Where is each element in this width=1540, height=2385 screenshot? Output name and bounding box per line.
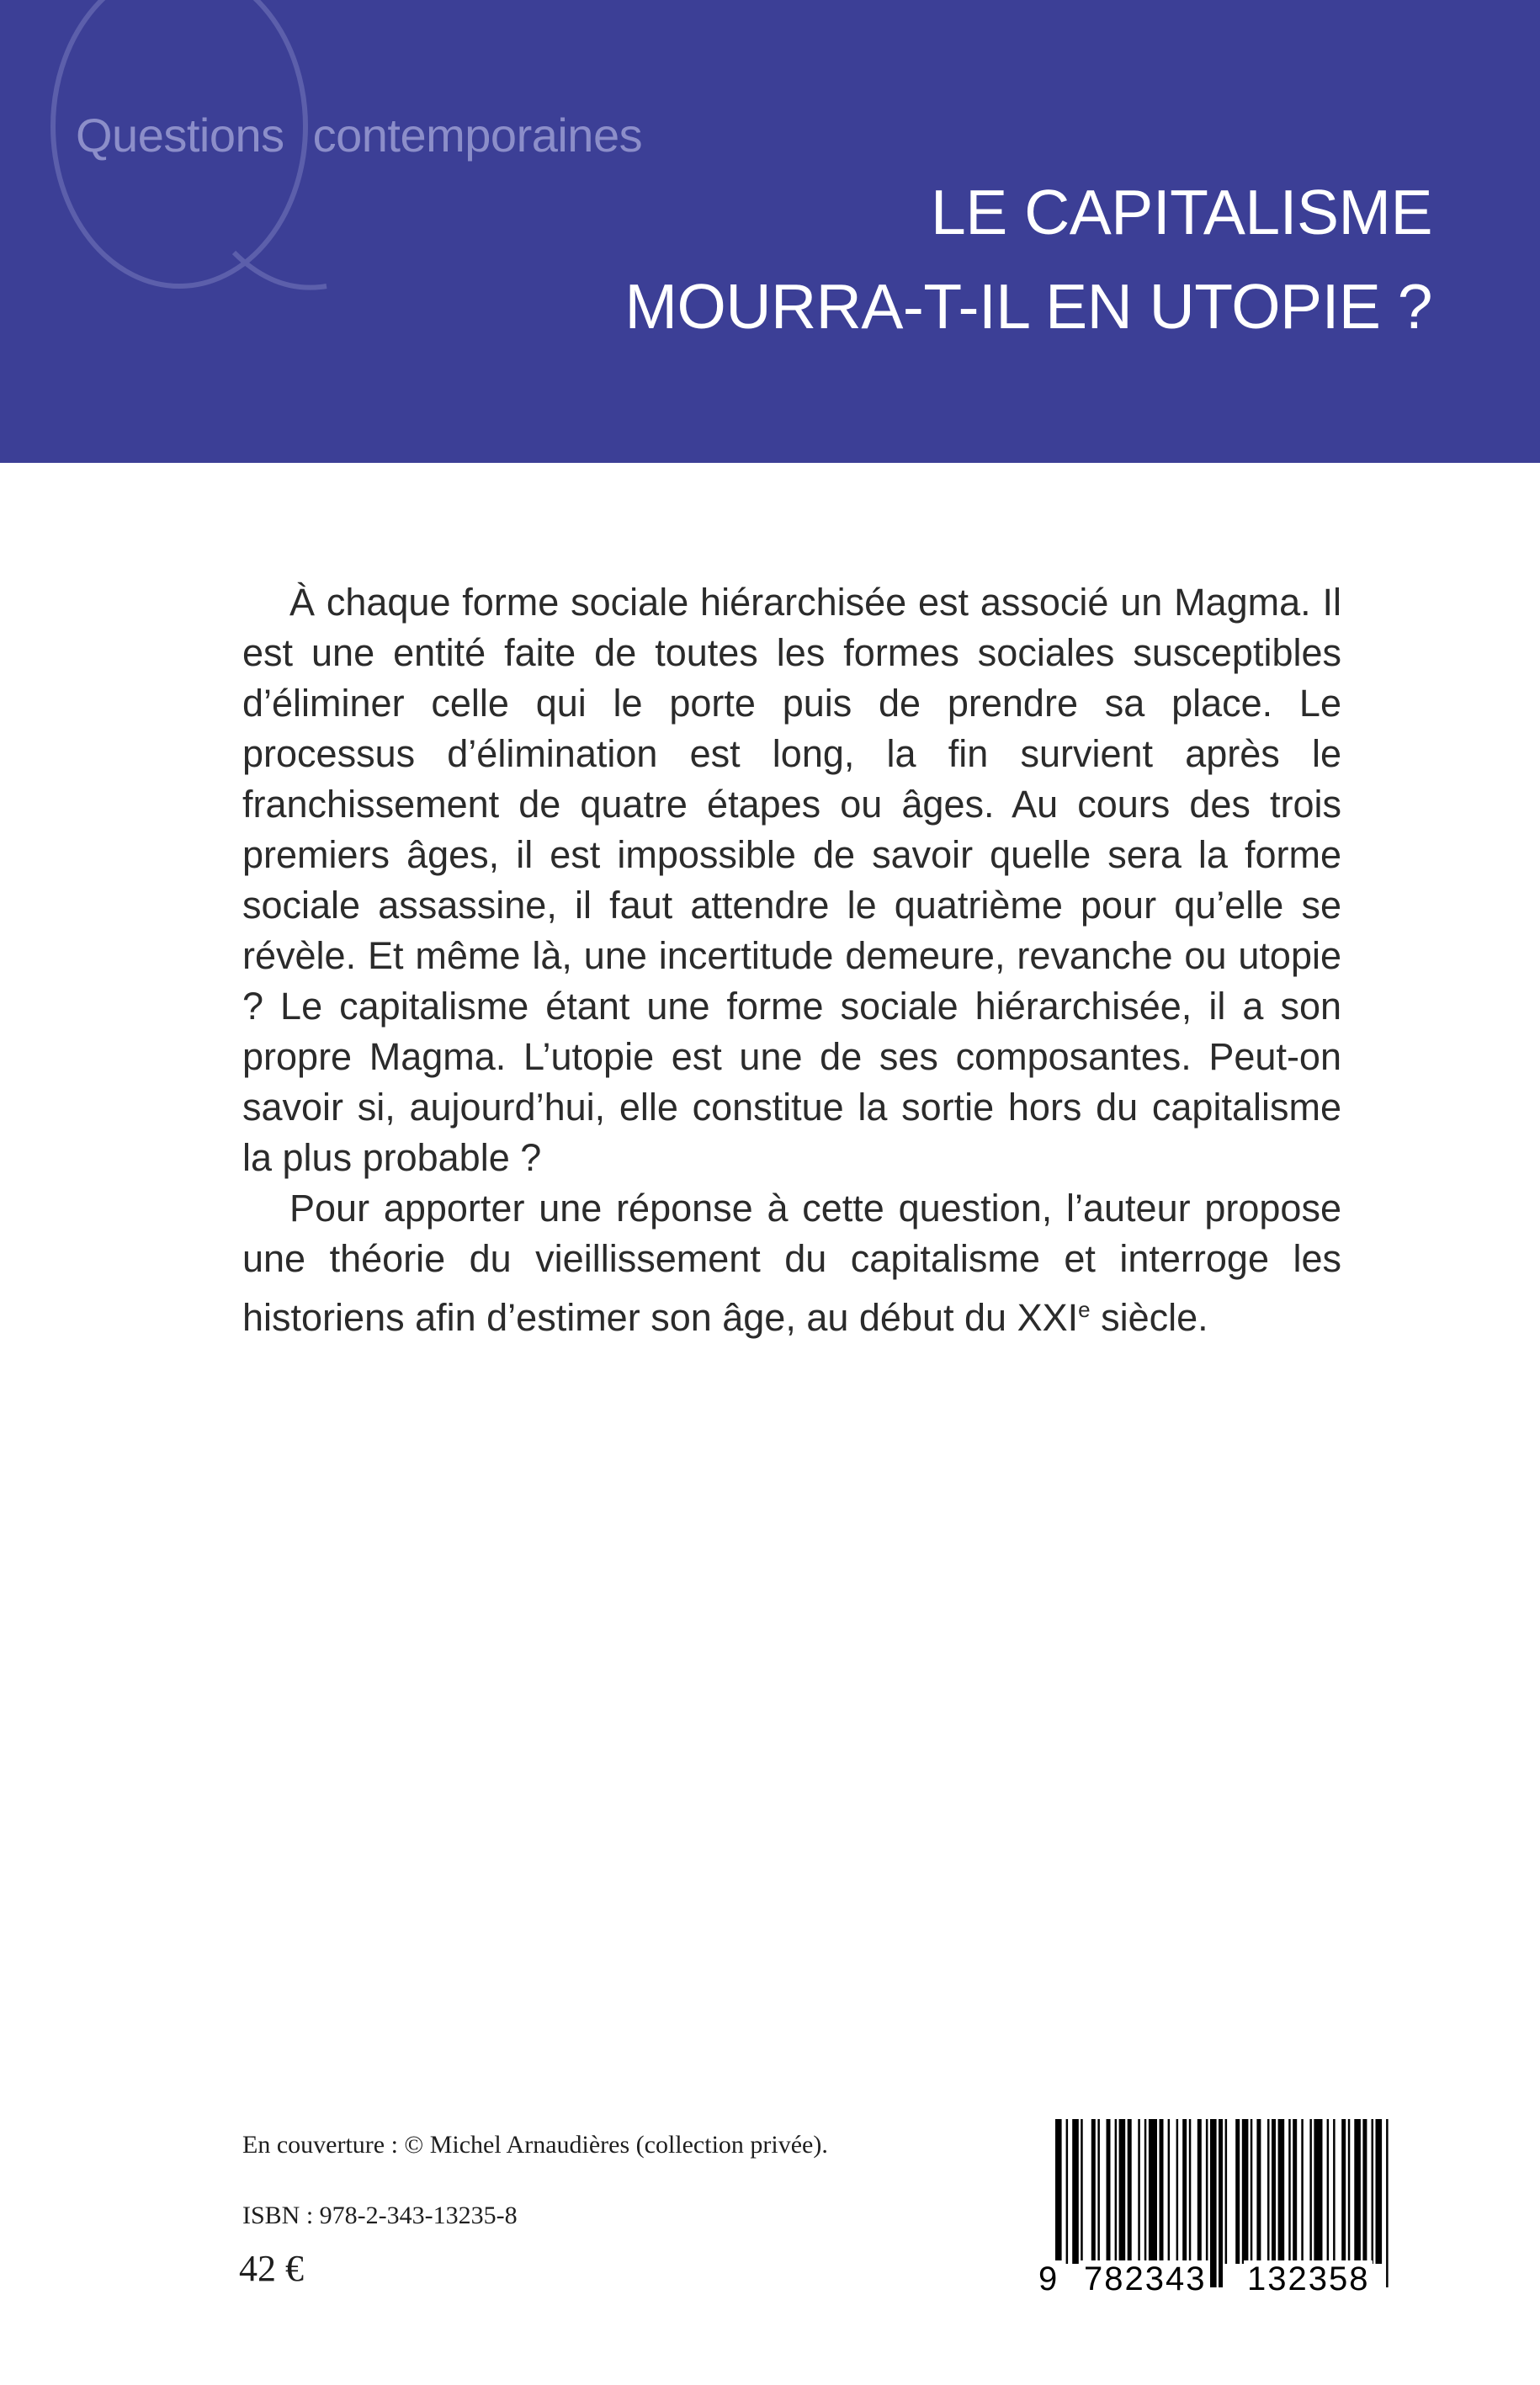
blurb-paragraph-2-text: Pour apporter une réponse à cette question, l’auteur propose une théorie du vieillissement du capitalisme et interroge les historiens afin d’estimer son âge, au début du XXI bbox=[242, 1187, 1341, 1339]
barcode-bar bbox=[1293, 2119, 1297, 2264]
cover-credit: En couverture : © Michel Arnaudières (collection privée). bbox=[242, 2131, 828, 2159]
barcode-group-1: 782343 bbox=[1081, 2260, 1209, 2298]
barcode-bar bbox=[1327, 2119, 1330, 2264]
title-line-2: MOURRA-T-IL EN UTOPIE ? bbox=[624, 271, 1432, 342]
isbn: ISBN : 978-2-343-13235-8 bbox=[242, 2202, 518, 2229]
barcode-bar bbox=[1119, 2119, 1126, 2264]
title-line-1: LE CAPITALISME bbox=[931, 177, 1432, 247]
barcode-bar bbox=[1128, 2119, 1132, 2264]
barcode-bar bbox=[1314, 2119, 1322, 2264]
barcode-bar bbox=[1182, 2119, 1187, 2264]
barcode-bar bbox=[1081, 2119, 1083, 2264]
barcode-lead-digit: 9 bbox=[1038, 2260, 1064, 2298]
blurb-paragraph-2 bbox=[242, 1183, 1341, 1343]
barcode-bar bbox=[1066, 2119, 1069, 2264]
series-word-2: contemporaines bbox=[312, 109, 643, 162]
book-title bbox=[625, 165, 1432, 353]
back-cover-blurb bbox=[242, 577, 1341, 1343]
barcode-bar bbox=[1301, 2119, 1304, 2264]
barcode-group-2: 132358 bbox=[1244, 2260, 1373, 2298]
barcode-bar bbox=[1386, 2119, 1389, 2287]
price: 42 € bbox=[239, 2248, 304, 2289]
barcode-bar bbox=[1256, 2119, 1261, 2264]
barcode-bar bbox=[1219, 2119, 1223, 2287]
barcode-bar bbox=[1091, 2119, 1096, 2264]
barcode-bar bbox=[1115, 2119, 1118, 2264]
barcode-bar bbox=[1348, 2119, 1351, 2264]
barcode-bar bbox=[1309, 2119, 1312, 2264]
barcode-bar bbox=[1210, 2119, 1217, 2287]
barcode-bar bbox=[1225, 2119, 1228, 2264]
barcode-bar bbox=[1144, 2119, 1147, 2264]
barcode-bar bbox=[1251, 2119, 1253, 2264]
barcode-bar bbox=[1138, 2119, 1140, 2264]
barcode-bar bbox=[1333, 2119, 1336, 2264]
series-word-1: Questions bbox=[76, 109, 284, 162]
barcode-bar bbox=[1242, 2119, 1249, 2264]
barcode-bar bbox=[1176, 2119, 1179, 2264]
barcode-bar bbox=[1267, 2119, 1270, 2264]
barcode-bar bbox=[1278, 2119, 1285, 2264]
barcode-bar bbox=[1107, 2119, 1111, 2264]
barcode-bar bbox=[1235, 2119, 1240, 2264]
barcode-bar bbox=[1362, 2119, 1367, 2264]
blurb-paragraph-1: À chaque forme sociale hiérarchisée est associé un Magma. Il est une entité faite de toutes les formes sociales susceptibles d’éliminer celle qui le porte puis de prendre sa place. Le processus d’élimination est long, la fin survient après le franchissement de quatre étapes ou âges. Au cours des trois premiers âges, il est impossible de savoir quelle sera la forme sociale assassine, il faut attendre le quatrième pour qu’elle se révèle. Et même là, une incertitude demeure, revanche ou utopie ? Le capitalisme étant une forme sociale hiérarchisée, il a son propre Magma. L’utopie est une de ses composantes. Peut-on savoir si, aujourd’hui, elle constitue la sortie hors du capitalisme la plus probable ? bbox=[242, 581, 1341, 1179]
blurb-paragraph-2-end: siècle. bbox=[1090, 1296, 1208, 1339]
barcode-bar bbox=[1197, 2119, 1202, 2264]
header-band bbox=[0, 0, 1540, 463]
barcode-bar bbox=[1341, 2119, 1346, 2264]
barcode-bar bbox=[1376, 2119, 1383, 2264]
barcode bbox=[1037, 2119, 1400, 2313]
letter-q-outline-icon bbox=[24, 0, 360, 353]
barcode-bar bbox=[1160, 2119, 1164, 2264]
barcode-bar bbox=[1272, 2119, 1276, 2264]
series-name bbox=[76, 108, 642, 162]
barcode-bar bbox=[1372, 2119, 1374, 2264]
barcode-bar bbox=[1189, 2119, 1192, 2264]
barcode-bar bbox=[1149, 2119, 1157, 2264]
barcode-bar bbox=[1097, 2119, 1100, 2264]
barcode-bar bbox=[1168, 2119, 1171, 2264]
barcode-bar bbox=[1354, 2119, 1361, 2264]
barcode-bar bbox=[1288, 2119, 1291, 2264]
barcode-bar bbox=[1072, 2119, 1079, 2264]
century-superscript: e bbox=[1078, 1297, 1091, 1322]
barcode-bar bbox=[1206, 2119, 1208, 2264]
